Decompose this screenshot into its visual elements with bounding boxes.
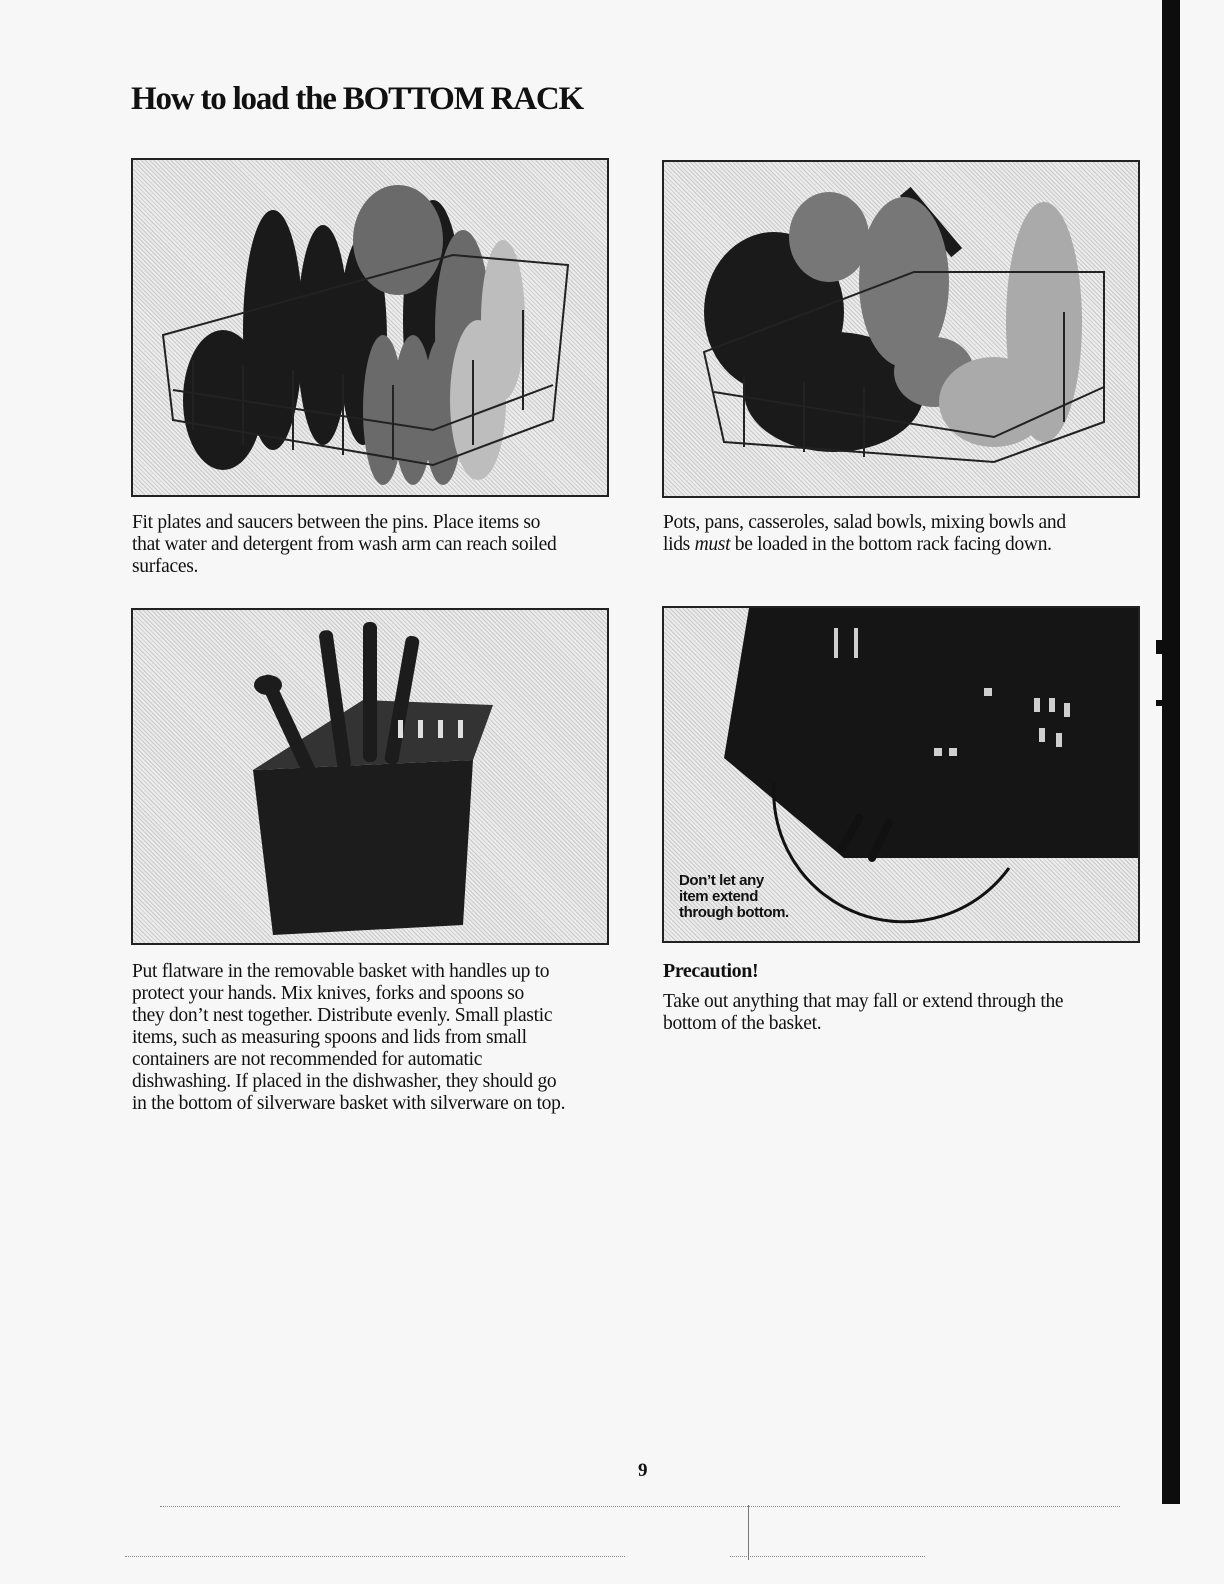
- caption-line: containers are not recommended for automatic: [132, 1049, 483, 1070]
- dishwasher-bottom-rack-plates-photo: [131, 158, 609, 497]
- callout-line: through bottom.: [679, 904, 789, 921]
- plates-caption: [132, 512, 610, 578]
- edge-notch: [1156, 700, 1162, 706]
- page-number: 9: [638, 1460, 648, 1481]
- scan-artifact-line: [160, 1506, 1120, 1507]
- basket-bottom-closeup-photo: [662, 606, 1140, 943]
- dishwasher-bottom-rack-pots-photo: [662, 160, 1140, 498]
- caption-line: Pots, pans, casseroles, salad bowls, mixing bowls and: [663, 512, 1066, 533]
- caption-line: [663, 534, 1141, 556]
- scan-artifact-mark: [748, 1505, 749, 1560]
- precaution-heading: Precaution!: [663, 960, 759, 982]
- caption-line: bottom of the basket.: [663, 1013, 822, 1034]
- caption-line: Put flatware in the removable basket with handles up to: [132, 961, 550, 982]
- caption-text: be loaded in the bottom rack facing down.: [730, 534, 1052, 555]
- callout-line: Don’t let any: [679, 872, 764, 889]
- page-title: How to load the BOTTOM RACK: [131, 81, 583, 117]
- callout-line: item extend: [679, 888, 758, 905]
- caption-line: in the bottom of silverware basket with silverware on top.: [132, 1093, 566, 1114]
- caption-line: they don’t nest together. Distribute evenly. Small plastic: [132, 1005, 553, 1026]
- caption-line: Take out anything that may fall or extend through the: [663, 991, 1064, 1012]
- callout-text: [679, 873, 789, 921]
- edge-notch: [1156, 640, 1162, 654]
- page-edge-bar: [1162, 0, 1180, 1504]
- scan-artifact-line: [125, 1556, 625, 1557]
- caption-emphasis: must: [694, 534, 731, 555]
- caption-line: protect your hands. Mix knives, forks and spoons so: [132, 983, 524, 1004]
- pots-caption: [663, 512, 1141, 556]
- flatware-caption: [132, 961, 610, 1115]
- caption-line: items, such as measuring spoons and lids from small: [132, 1027, 527, 1048]
- caption-line: dishwashing. If placed in the dishwasher, they should go: [132, 1071, 557, 1092]
- scan-artifact-line: [730, 1556, 925, 1557]
- precaution-caption: [663, 991, 1141, 1035]
- caption-text: lids: [663, 534, 695, 555]
- caption-line: surfaces.: [132, 556, 199, 577]
- caption-line: that water and detergent from wash arm can reach soiled: [132, 534, 557, 555]
- silverware-basket-photo: [131, 608, 609, 945]
- caption-line: Fit plates and saucers between the pins. Place items so: [132, 512, 541, 533]
